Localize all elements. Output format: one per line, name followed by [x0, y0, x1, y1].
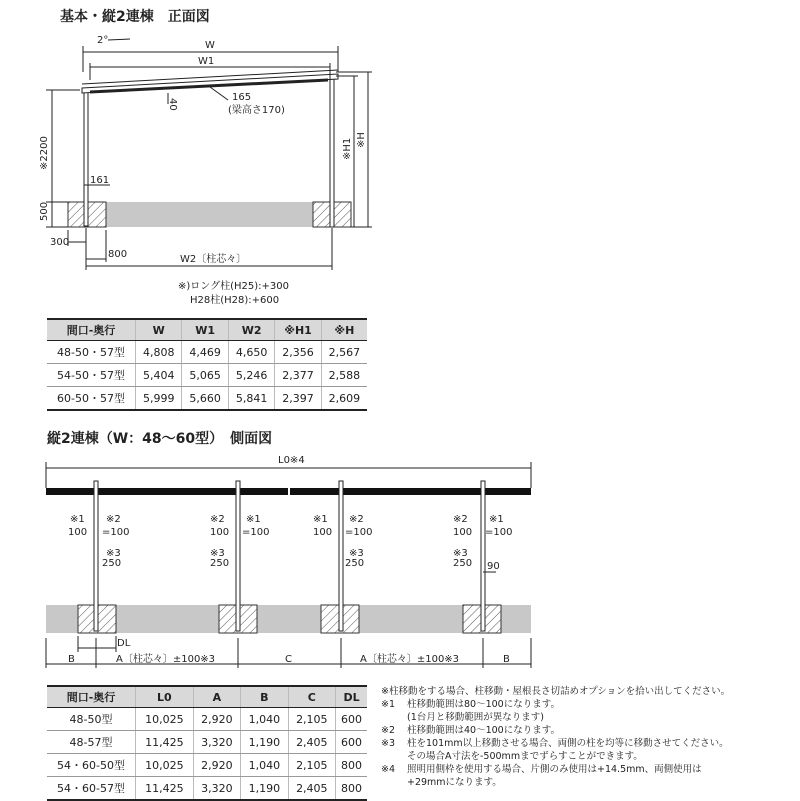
p3-250: 250	[345, 558, 365, 569]
d300-label: 300	[50, 237, 70, 248]
table-cell: 10,025	[136, 754, 194, 777]
table-cell: 5,404	[136, 364, 182, 387]
table-header-cell: C	[288, 686, 335, 708]
table-cell: 2,567	[321, 341, 367, 364]
table-cell: 2,105	[288, 754, 335, 777]
note-4-key: ※4	[381, 764, 396, 775]
p2-m1: ※1	[246, 514, 261, 525]
p1-m1: ※1	[70, 514, 85, 525]
w-label: W	[205, 40, 215, 51]
p1-250: 250	[102, 558, 122, 569]
table-cell: 48-57型	[47, 731, 136, 754]
table-header-cell: L0	[136, 686, 194, 708]
front-elevation	[46, 39, 372, 270]
table-row	[47, 708, 367, 731]
table-header-cell: ※H	[321, 319, 367, 341]
front-title: 基本・縦2連棟 正面図	[60, 9, 210, 25]
front-spec-table	[47, 318, 367, 411]
table-cell: 11,425	[136, 731, 194, 754]
beam-height-label: (梁高さ170)	[228, 105, 285, 116]
table-cell: 11,425	[136, 777, 194, 801]
table-header-cell: 間口-奥行	[47, 319, 136, 341]
table-row	[47, 731, 367, 754]
h2200-label: ※2200	[39, 136, 50, 170]
table-cell: 5,065	[182, 364, 228, 387]
table-cell: 4,469	[182, 341, 228, 364]
p3-eq100: =100	[345, 527, 373, 538]
p2-m3: ※3	[210, 548, 225, 559]
table-row	[47, 341, 367, 364]
note-1-key: ※1	[381, 699, 396, 710]
front-note-1: ※)ロング柱(H25):+300	[178, 281, 289, 292]
table-cell: 54・60-57型	[47, 777, 136, 801]
p4-100: 100	[453, 527, 473, 538]
beam40-label: 40	[167, 98, 178, 111]
p4-m3: ※3	[453, 548, 468, 559]
table-cell: 2,588	[321, 364, 367, 387]
note-4	[381, 763, 793, 776]
table-header-cell: ※H1	[275, 319, 321, 341]
table-cell: 2,397	[275, 387, 321, 411]
p1-100: 100	[68, 527, 88, 538]
note-4-text: 照明用側枠を使用する場合、片側のみ使用は+14.5mm、両側使用は	[407, 764, 702, 775]
table-row	[47, 387, 367, 411]
p2-100: 100	[210, 527, 230, 538]
note-4-sub: +29mmになります。	[407, 777, 502, 788]
note-2-text: 柱移動範囲は40〜100になります。	[407, 725, 560, 736]
note-2	[381, 724, 793, 737]
footnotes	[381, 685, 793, 789]
note-3-sub: その場合A寸法を-500mmまでずらすことができます。	[407, 751, 643, 762]
side-title: 縦2連棟（W：48〜60型） 側面図	[47, 431, 273, 447]
p3-100: 100	[313, 527, 333, 538]
table-cell: 48-50型	[47, 708, 136, 731]
table-header-cell: B	[241, 686, 288, 708]
table-cell: 3,320	[193, 777, 240, 801]
b-right-label: B	[503, 654, 510, 665]
p1-m3: ※3	[106, 548, 121, 559]
table-cell: 4,650	[228, 341, 274, 364]
w2-label: W2〔柱芯々〕	[180, 254, 247, 265]
p1-m2: ※2	[106, 514, 121, 525]
table-header-cell: DL	[336, 686, 367, 708]
table-cell: 1,190	[241, 777, 288, 801]
table-cell: 1,040	[241, 708, 288, 731]
table-cell: 2,377	[275, 364, 321, 387]
post-annotations	[68, 514, 512, 572]
table-row	[47, 777, 367, 801]
note-intro: ※柱移動をする場合、柱移動・屋根長さ切詰めオプションを拾い出してください。	[381, 686, 731, 697]
dl-label: DL	[117, 638, 131, 649]
table-row	[47, 754, 367, 777]
table-cell: 48-50・57型	[47, 341, 136, 364]
h500-label: 500	[39, 201, 50, 221]
p1-eq100: =100	[102, 527, 130, 538]
table-cell: 2,105	[288, 708, 335, 731]
table-cell: 5,246	[228, 364, 274, 387]
table-cell: 2,405	[288, 777, 335, 801]
l0-label: L0※4	[278, 455, 305, 466]
table-cell: 54-50・57型	[47, 364, 136, 387]
note-3	[381, 737, 793, 750]
table-cell: 5,660	[182, 387, 228, 411]
table-header	[47, 686, 367, 708]
table-cell: 2,609	[321, 387, 367, 411]
table-header	[47, 319, 367, 341]
p4-m1: ※1	[489, 514, 504, 525]
p3-m3: ※3	[349, 548, 364, 559]
table-cell: 600	[336, 708, 367, 731]
p3-m2: ※2	[349, 514, 364, 525]
table-cell: 800	[336, 777, 367, 801]
table-header-cell: W2	[228, 319, 274, 341]
p4-eq100: =100	[485, 527, 513, 538]
side-spec-table	[47, 685, 367, 801]
p4-250: 250	[453, 558, 473, 569]
p3-m1: ※1	[313, 514, 328, 525]
table-cell: 10,025	[136, 708, 194, 731]
d161-label: 161	[90, 175, 110, 186]
table-cell: 600	[336, 731, 367, 754]
table-cell: 5,999	[136, 387, 182, 411]
b-left-label: B	[68, 654, 75, 665]
angle-label: 2°	[97, 35, 109, 46]
note-2-key: ※2	[381, 725, 396, 736]
note-3-key: ※3	[381, 738, 396, 749]
table-row	[47, 364, 367, 387]
table-cell: 2,920	[193, 708, 240, 731]
table-cell: 54・60-50型	[47, 754, 136, 777]
table-cell: 800	[336, 754, 367, 777]
table-cell: 60-50・57型	[47, 387, 136, 411]
note-1-sub: (1台月と移動範囲が異なります)	[407, 712, 544, 723]
table-cell: 1,040	[241, 754, 288, 777]
c-label: C	[285, 654, 292, 665]
table-cell: 1,190	[241, 731, 288, 754]
table-cell: 3,320	[193, 731, 240, 754]
table-header-cell: 間口-奥行	[47, 686, 136, 708]
p2-250: 250	[210, 558, 230, 569]
p4-m2: ※2	[453, 514, 468, 525]
table-cell: 2,920	[193, 754, 240, 777]
a-left-label: A〔柱芯々〕±100※3	[116, 654, 216, 665]
front-note-2: H28柱(H28):+600	[190, 295, 280, 306]
p2-m2: ※2	[210, 514, 225, 525]
note-3-text: 柱を101mm以上移動させる場合、両側の柱を均等に移動させてください。	[407, 738, 729, 749]
table-cell: 5,841	[228, 387, 274, 411]
h-label: ※H	[356, 132, 367, 148]
note-1-text: 柱移動範囲は80〜100になります。	[407, 699, 560, 710]
table-header-cell: A	[193, 686, 240, 708]
d800-label: 800	[108, 249, 128, 260]
w1-label: W1	[198, 56, 215, 67]
table-cell: 4,808	[136, 341, 182, 364]
table-cell: 2,356	[275, 341, 321, 364]
table-header-cell: W1	[182, 319, 228, 341]
table-header-cell: W	[136, 319, 182, 341]
h1-label: ※H1	[342, 137, 353, 160]
note-1	[381, 698, 793, 711]
d90-label: 90	[487, 561, 500, 572]
beam165-label: 165	[232, 92, 252, 103]
a-right-label: A〔柱芯々〕±100※3	[360, 654, 460, 665]
table-cell: 2,405	[288, 731, 335, 754]
p2-eq100: =100	[242, 527, 270, 538]
